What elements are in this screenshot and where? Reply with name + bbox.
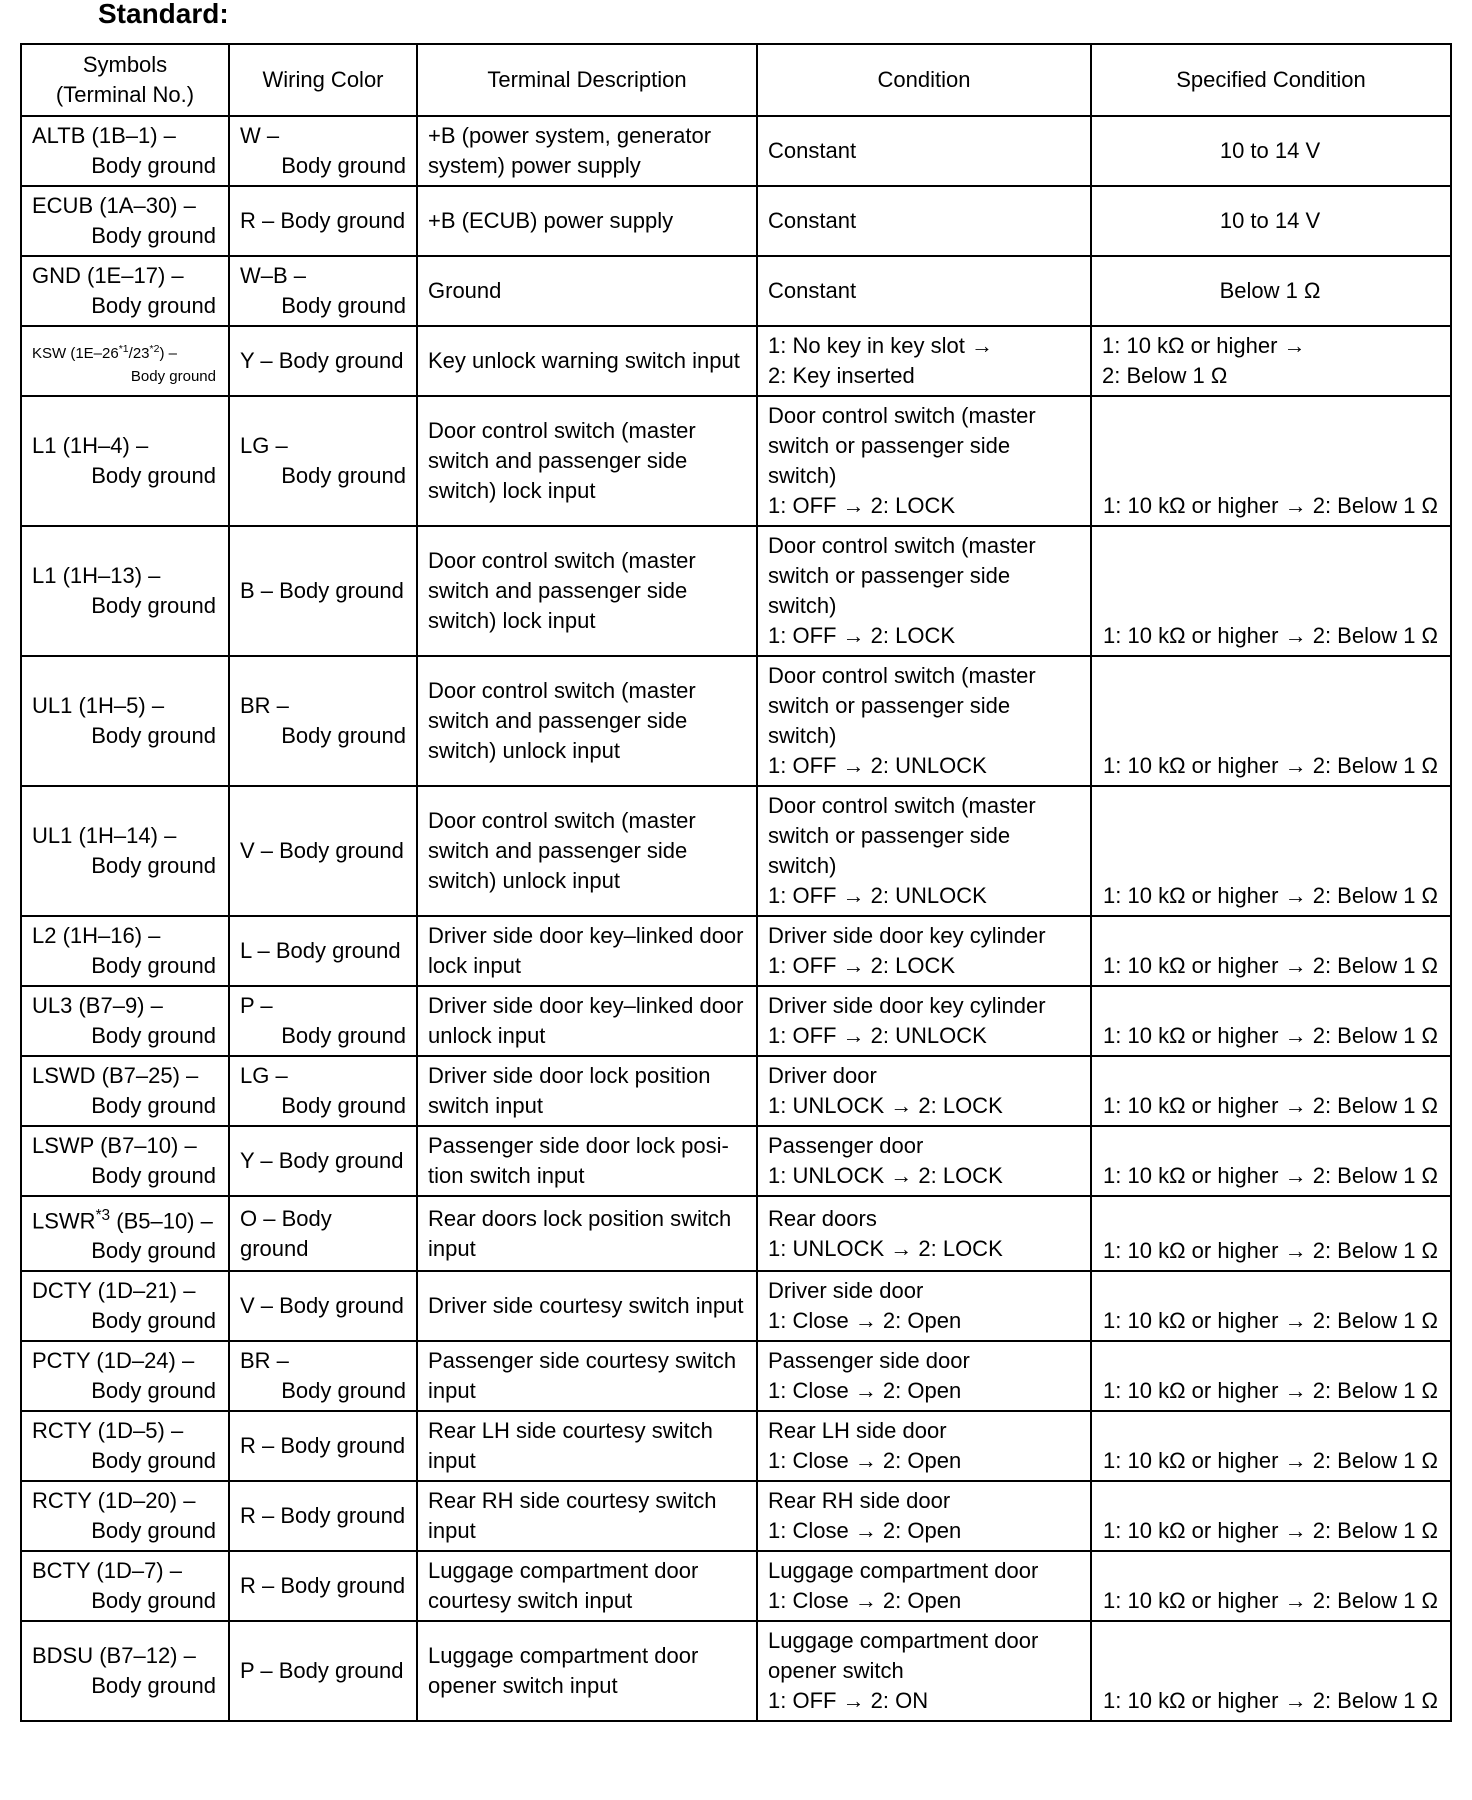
condition-line: 2: Key inserted: [768, 363, 915, 388]
description-line: tion switch input: [428, 1163, 585, 1188]
cell-specified-condition: 1: 10 kΩ or higher → 2: Below 1 Ω: [1091, 1411, 1451, 1481]
description-line: system) power supply: [428, 153, 641, 178]
table-row: [21, 1481, 1451, 1551]
cell-terminal-description: [417, 1621, 757, 1721]
symbol-line1: DCTY (1D–21) –: [32, 1278, 196, 1304]
condition-line: Driver side door key cylinder: [768, 993, 1046, 1018]
wiring-line1: P – Body ground: [240, 1658, 404, 1684]
description-line: Driver side door key–linked door: [428, 923, 744, 948]
description-line: Passenger side door lock posi-: [428, 1133, 729, 1158]
cell-symbol: [21, 1341, 229, 1411]
description-line: input: [428, 1518, 476, 1544]
description-line: switch and passenger side: [428, 448, 688, 473]
description-line: opener switch input: [428, 1673, 618, 1699]
description-line: Rear doors lock position switch: [428, 1205, 732, 1231]
wiring-line1: V – Body ground: [240, 1293, 404, 1319]
cell-condition: [757, 1126, 1091, 1196]
cell-terminal-description: [417, 986, 757, 1056]
cell-terminal-description: [417, 1551, 757, 1621]
symbol-line2: Body ground: [91, 853, 216, 878]
wiring-line2: Body ground: [281, 723, 406, 748]
cell-wiring-color: [229, 916, 417, 986]
condition-line: Constant: [768, 278, 857, 303]
cell-specified-condition: 1: 10 kΩ or higher → 2: Below 1 Ω: [1091, 1126, 1451, 1196]
condition-line: opener switch: [768, 1658, 904, 1684]
cell-specified-condition: 1: 10 kΩ or higher → 2: Below 1 Ω: [1091, 1481, 1451, 1551]
wiring-line1: V – Body ground: [240, 838, 404, 863]
table-row: [21, 1621, 1451, 1721]
cell-specified-condition: 10 to 14 V: [1091, 186, 1451, 256]
description-line: Passenger side courtesy switch: [428, 1348, 737, 1374]
condition-line: 1: OFF → 2: LOCK: [768, 623, 956, 648]
cell-symbol: [21, 786, 229, 916]
cell-wiring-color: [229, 326, 417, 396]
symbol-line2: Body ground: [91, 1238, 216, 1264]
symbol-line1: RCTY (1D–20) –: [32, 1488, 196, 1514]
cell-condition: [757, 1341, 1091, 1411]
specified-line: 1: 10 kΩ or higher →: [1102, 333, 1306, 358]
table-row: [21, 1271, 1451, 1341]
cell-wiring-color: [229, 1341, 417, 1411]
condition-line: switch or passenger side: [768, 823, 1011, 848]
symbol-line2: Body ground: [91, 153, 216, 178]
header-terminal-description: Terminal Description: [417, 44, 757, 116]
cell-terminal-description: [417, 526, 757, 656]
cell-symbol: [21, 326, 229, 396]
cell-symbol: [21, 986, 229, 1056]
cell-condition: [757, 256, 1091, 326]
symbol-line1: GND (1E–17) –: [32, 263, 184, 288]
condition-line: 1: UNLOCK → 2: LOCK: [768, 1235, 1003, 1261]
page-title: Standard:: [98, 0, 229, 29]
wiring-line1: BR –: [240, 693, 289, 718]
symbol-line1: UL1 (1H–14) –: [32, 823, 177, 848]
specified-line: 2: Below 1 Ω: [1102, 363, 1228, 388]
wiring-line1: L – Body ground: [240, 938, 401, 963]
condition-line: 1: UNLOCK → 2: LOCK: [768, 1093, 1003, 1118]
symbol-line1: UL1 (1H–5) –: [32, 693, 165, 718]
wiring-line1: R – Body ground: [240, 1573, 406, 1599]
description-line: switch) unlock input: [428, 868, 620, 893]
cell-specified-condition: 1: 10 kΩ or higher → 2: Below 1 Ω: [1091, 786, 1451, 916]
symbol-line2: Body ground: [91, 1673, 216, 1699]
condition-line: Door control switch (master: [768, 793, 1036, 818]
table-row: [21, 116, 1451, 186]
symbol-line2: Body ground: [130, 367, 216, 385]
cell-condition: [757, 1411, 1091, 1481]
cell-wiring-color: [229, 986, 417, 1056]
symbol-line1: BCTY (1D–7) –: [32, 1558, 182, 1584]
header-symbols-line1: Symbols: [82, 52, 168, 77]
cell-terminal-description: [417, 1271, 757, 1341]
cell-wiring-color: [229, 1271, 417, 1341]
cell-specified-condition: 1: 10 kΩ or higher → 2: Below 1 Ω: [1091, 916, 1451, 986]
symbol-line1: L1 (1H–13) –: [32, 563, 161, 588]
condition-line: 1: OFF → 2: UNLOCK: [768, 883, 987, 908]
condition-line: 1: OFF → 2: LOCK: [768, 953, 956, 978]
condition-line: 1: OFF → 2: UNLOCK: [768, 753, 987, 778]
cell-specified-condition: 1: 10 kΩ or higher → 2: Below 1 Ω: [1091, 1271, 1451, 1341]
description-line: Luggage compartment door: [428, 1643, 699, 1669]
condition-line: switch): [768, 593, 837, 618]
symbol-line2: Body ground: [91, 1378, 216, 1404]
symbol-line2: Body ground: [91, 1588, 216, 1614]
table-row: [21, 396, 1451, 526]
symbol-line1: PCTY (1D–24) –: [32, 1348, 195, 1374]
table-row: [21, 986, 1451, 1056]
cell-symbol: [21, 526, 229, 656]
cell-condition: [757, 326, 1091, 396]
description-line: switch and passenger side: [428, 708, 688, 733]
description-line: courtesy switch input: [428, 1588, 633, 1614]
description-line: switch) lock input: [428, 608, 596, 633]
wiring-line2: Body ground: [281, 1093, 406, 1118]
table-row: [21, 1411, 1451, 1481]
wiring-line1: R – Body ground: [240, 1433, 406, 1459]
cell-specified-condition: 1: 10 kΩ or higher → 2: Below 1 Ω: [1091, 396, 1451, 526]
wiring-line2: Body ground: [281, 1023, 406, 1048]
symbol-line1: ALTB (1B–1) –: [32, 123, 176, 148]
cell-wiring-color: [229, 1196, 417, 1271]
cell-wiring-color: [229, 656, 417, 786]
description-line: switch and passenger side: [428, 578, 688, 603]
cell-condition: [757, 186, 1091, 256]
cell-symbol: [21, 656, 229, 786]
cell-wiring-color: [229, 396, 417, 526]
wiring-line1: W–B –: [240, 263, 307, 288]
table-row: [21, 1551, 1451, 1621]
wiring-line1: LG –: [240, 433, 288, 458]
description-line: switch) lock input: [428, 478, 596, 503]
description-line: lock input: [428, 953, 521, 978]
cell-wiring-color: [229, 1481, 417, 1551]
symbol-line2: Body ground: [91, 293, 216, 318]
condition-line: 1: Close → 2: Open: [768, 1448, 962, 1474]
header-specified-condition: Specified Condition: [1091, 44, 1451, 116]
symbol-line1: ECUB (1A–30) –: [32, 193, 196, 218]
condition-line: switch): [768, 463, 837, 488]
symbol-line1: UL3 (B7–9) –: [32, 993, 163, 1018]
cell-condition: [757, 1621, 1091, 1721]
cell-terminal-description: [417, 1056, 757, 1126]
symbol-line2: Body ground: [91, 223, 216, 248]
header-wiring-color: Wiring Color: [229, 44, 417, 116]
condition-line: Constant: [768, 208, 857, 233]
cell-wiring-color: [229, 186, 417, 256]
table-row: [21, 1196, 1451, 1271]
cell-condition: [757, 916, 1091, 986]
cell-wiring-color: [229, 1411, 417, 1481]
cell-terminal-description: [417, 1341, 757, 1411]
cell-symbol: [21, 1056, 229, 1126]
condition-line: 1: Close → 2: Open: [768, 1308, 962, 1334]
symbol-line2: Body ground: [91, 1163, 216, 1188]
cell-terminal-description: [417, 1126, 757, 1196]
cell-specified-condition: [1091, 326, 1451, 396]
symbol-line2: Body ground: [91, 953, 216, 978]
table-row: [21, 916, 1451, 986]
cell-symbol: [21, 186, 229, 256]
header-condition: Condition: [757, 44, 1091, 116]
cell-condition: [757, 116, 1091, 186]
description-line: switch input: [428, 1093, 543, 1118]
footnote-mark: *1: [118, 342, 129, 355]
condition-line: Rear RH side door: [768, 1488, 951, 1514]
cell-condition: [757, 1196, 1091, 1271]
wiring-line1: Y – Body ground: [240, 1148, 404, 1173]
cell-condition: [757, 986, 1091, 1056]
symbol-line2: Body ground: [91, 1308, 216, 1334]
cell-condition: [757, 396, 1091, 526]
symbol-line1: LSWR$^{*3}$ (B5–10) –: [32, 1207, 213, 1234]
cell-condition: [757, 1551, 1091, 1621]
condition-line: switch): [768, 723, 837, 748]
description-line: Door control switch (master: [428, 808, 696, 833]
cell-symbol: [21, 396, 229, 526]
description-line: unlock input: [428, 1023, 546, 1048]
cell-symbol: [21, 1551, 229, 1621]
symbol-line2: Body ground: [91, 1518, 216, 1544]
wiring-line1: LG –: [240, 1063, 288, 1088]
cell-condition: [757, 1271, 1091, 1341]
cell-specified-condition: 1: 10 kΩ or higher → 2: Below 1 Ω: [1091, 1056, 1451, 1126]
condition-line: Door control switch (master: [768, 403, 1036, 428]
description-line: Rear LH side courtesy switch: [428, 1418, 713, 1444]
condition-line: Constant: [768, 138, 857, 163]
table-row: [21, 526, 1451, 656]
symbol-line2: Body ground: [91, 1023, 216, 1048]
header-symbols: [21, 44, 229, 116]
cell-specified-condition: Below 1 Ω: [1091, 256, 1451, 326]
terminal-table: [20, 43, 1452, 1722]
cell-symbol: [21, 256, 229, 326]
condition-line: 1: OFF → 2: LOCK: [768, 493, 956, 518]
wiring-line2: Body ground: [281, 1378, 406, 1404]
cell-symbol: [21, 1271, 229, 1341]
wiring-line1: B – Body ground: [240, 578, 404, 603]
wiring-line1: P –: [240, 993, 273, 1018]
cell-specified-condition: 1: 10 kΩ or higher → 2: Below 1 Ω: [1091, 526, 1451, 656]
table-row: [21, 326, 1451, 396]
table-row: [21, 1341, 1451, 1411]
symbol-line1: LSWP (B7–10) –: [32, 1133, 197, 1158]
description-line: Driver side door lock position: [428, 1063, 711, 1088]
description-line: +B (ECUB) power supply: [428, 208, 674, 233]
cell-wiring-color: [229, 1621, 417, 1721]
description-line: Door control switch (master: [428, 678, 696, 703]
description-line: input: [428, 1378, 476, 1404]
cell-specified-condition: 1: 10 kΩ or higher → 2: Below 1 Ω: [1091, 1551, 1451, 1621]
condition-line: 1: Close → 2: Open: [768, 1588, 962, 1614]
cell-specified-condition: 10 to 14 V: [1091, 116, 1451, 186]
condition-line: Luggage compartment door: [768, 1628, 1039, 1654]
symbol-line1: L1 (1H–4) –: [32, 433, 149, 458]
condition-line: Passenger side door: [768, 1348, 970, 1374]
header-symbols-line2: (Terminal No.): [55, 82, 195, 107]
wiring-line2: Body ground: [281, 293, 406, 318]
cell-symbol: [21, 1621, 229, 1721]
cell-wiring-color: [229, 1551, 417, 1621]
cell-terminal-description: [417, 186, 757, 256]
description-line: input: [428, 1235, 476, 1261]
wiring-line1: O – Body ground: [240, 1205, 332, 1261]
cell-specified-condition: 1: 10 kΩ or higher → 2: Below 1 Ω: [1091, 656, 1451, 786]
symbol-line2: Body ground: [91, 593, 216, 618]
table-row: [21, 1056, 1451, 1126]
cell-wiring-color: [229, 256, 417, 326]
description-line: switch) unlock input: [428, 738, 620, 763]
symbol-line1: LSWD (B7–25) –: [32, 1063, 199, 1088]
wiring-line1: Y – Body ground: [240, 348, 404, 373]
table-row: [21, 256, 1451, 326]
description-line: Door control switch (master: [428, 548, 696, 573]
cell-terminal-description: [417, 786, 757, 916]
cell-condition: [757, 786, 1091, 916]
symbol-line1: RCTY (1D–5) –: [32, 1418, 184, 1444]
cell-terminal-description: [417, 256, 757, 326]
condition-line: 1: OFF → 2: ON: [768, 1688, 929, 1714]
cell-symbol: [21, 916, 229, 986]
cell-wiring-color: [229, 116, 417, 186]
cell-terminal-description: [417, 1411, 757, 1481]
description-line: +B (power system, generator: [428, 123, 712, 148]
condition-line: Rear LH side door: [768, 1418, 947, 1444]
cell-condition: [757, 656, 1091, 786]
condition-line: Driver door: [768, 1063, 877, 1088]
symbol-line1: L2 (1H–16) –: [32, 923, 161, 948]
wiring-line1: R – Body ground: [240, 208, 406, 233]
cell-terminal-description: [417, 1196, 757, 1271]
cell-condition: [757, 526, 1091, 656]
cell-wiring-color: [229, 526, 417, 656]
condition-line: Rear doors: [768, 1205, 877, 1231]
description-line: switch and passenger side: [428, 838, 688, 863]
description-line: Key unlock warning switch input: [428, 348, 740, 373]
cell-symbol: [21, 1196, 229, 1271]
description-line: Door control switch (master: [428, 418, 696, 443]
cell-specified-condition: 1: 10 kΩ or higher → 2: Below 1 Ω: [1091, 1621, 1451, 1721]
cell-wiring-color: [229, 1056, 417, 1126]
description-line: input: [428, 1448, 476, 1474]
description-line: Ground: [428, 278, 502, 303]
description-line: Luggage compartment door: [428, 1558, 699, 1584]
cell-terminal-description: [417, 326, 757, 396]
condition-line: Door control switch (master: [768, 533, 1036, 558]
symbol-line1: BDSU (B7–12) –: [32, 1643, 196, 1669]
condition-line: 1: UNLOCK → 2: LOCK: [768, 1163, 1003, 1188]
condition-line: Door control switch (master: [768, 663, 1036, 688]
cell-terminal-description: [417, 656, 757, 786]
condition-line: Driver side door: [768, 1278, 924, 1304]
footnote-mark: *3: [95, 1207, 111, 1224]
table-row: [21, 186, 1451, 256]
condition-line: 1: Close → 2: Open: [768, 1518, 962, 1544]
footnote-mark: *2: [149, 342, 160, 355]
condition-line: 1: Close → 2: Open: [768, 1378, 962, 1404]
cell-terminal-description: [417, 396, 757, 526]
condition-line: 1: OFF → 2: UNLOCK: [768, 1023, 987, 1048]
table-row: [21, 1126, 1451, 1196]
cell-symbol: [21, 1481, 229, 1551]
cell-terminal-description: [417, 1481, 757, 1551]
symbol-line2: Body ground: [91, 463, 216, 488]
condition-line: switch or passenger side: [768, 563, 1011, 588]
symbol-line2: Body ground: [91, 1448, 216, 1474]
wiring-line2: Body ground: [281, 153, 406, 178]
table-row: [21, 786, 1451, 916]
condition-line: Passenger door: [768, 1133, 924, 1158]
table-row: [21, 656, 1451, 786]
symbol-line1: KSW (1E–26$^{*1}$/23$^{*2}$) –: [32, 342, 177, 362]
cell-symbol: [21, 1126, 229, 1196]
header-row: [21, 44, 1451, 116]
cell-terminal-description: [417, 116, 757, 186]
cell-wiring-color: [229, 1126, 417, 1196]
wiring-line1: BR –: [240, 1348, 289, 1374]
condition-line: Luggage compartment door: [768, 1558, 1039, 1584]
symbol-line2: Body ground: [91, 1093, 216, 1118]
cell-condition: [757, 1481, 1091, 1551]
condition-line: 1: No key in key slot →: [768, 333, 993, 358]
condition-line: switch): [768, 853, 837, 878]
cell-terminal-description: [417, 916, 757, 986]
cell-wiring-color: [229, 786, 417, 916]
symbol-line2: Body ground: [91, 723, 216, 748]
condition-line: switch or passenger side: [768, 433, 1011, 458]
wiring-line2: Body ground: [281, 463, 406, 488]
condition-line: Driver side door key cylinder: [768, 923, 1046, 948]
description-line: Driver side courtesy switch input: [428, 1293, 744, 1319]
condition-line: switch or passenger side: [768, 693, 1011, 718]
cell-specified-condition: 1: 10 kΩ or higher → 2: Below 1 Ω: [1091, 986, 1451, 1056]
cell-symbol: [21, 1411, 229, 1481]
description-line: Driver side door key–linked door: [428, 993, 744, 1018]
cell-specified-condition: 1: 10 kΩ or higher → 2: Below 1 Ω: [1091, 1341, 1451, 1411]
cell-symbol: [21, 116, 229, 186]
wiring-line1: W –: [240, 123, 280, 148]
description-line: Rear RH side courtesy switch: [428, 1488, 717, 1514]
wiring-line1: R – Body ground: [240, 1503, 406, 1529]
cell-specified-condition: 1: 10 kΩ or higher → 2: Below 1 Ω: [1091, 1196, 1451, 1271]
cell-condition: [757, 1056, 1091, 1126]
